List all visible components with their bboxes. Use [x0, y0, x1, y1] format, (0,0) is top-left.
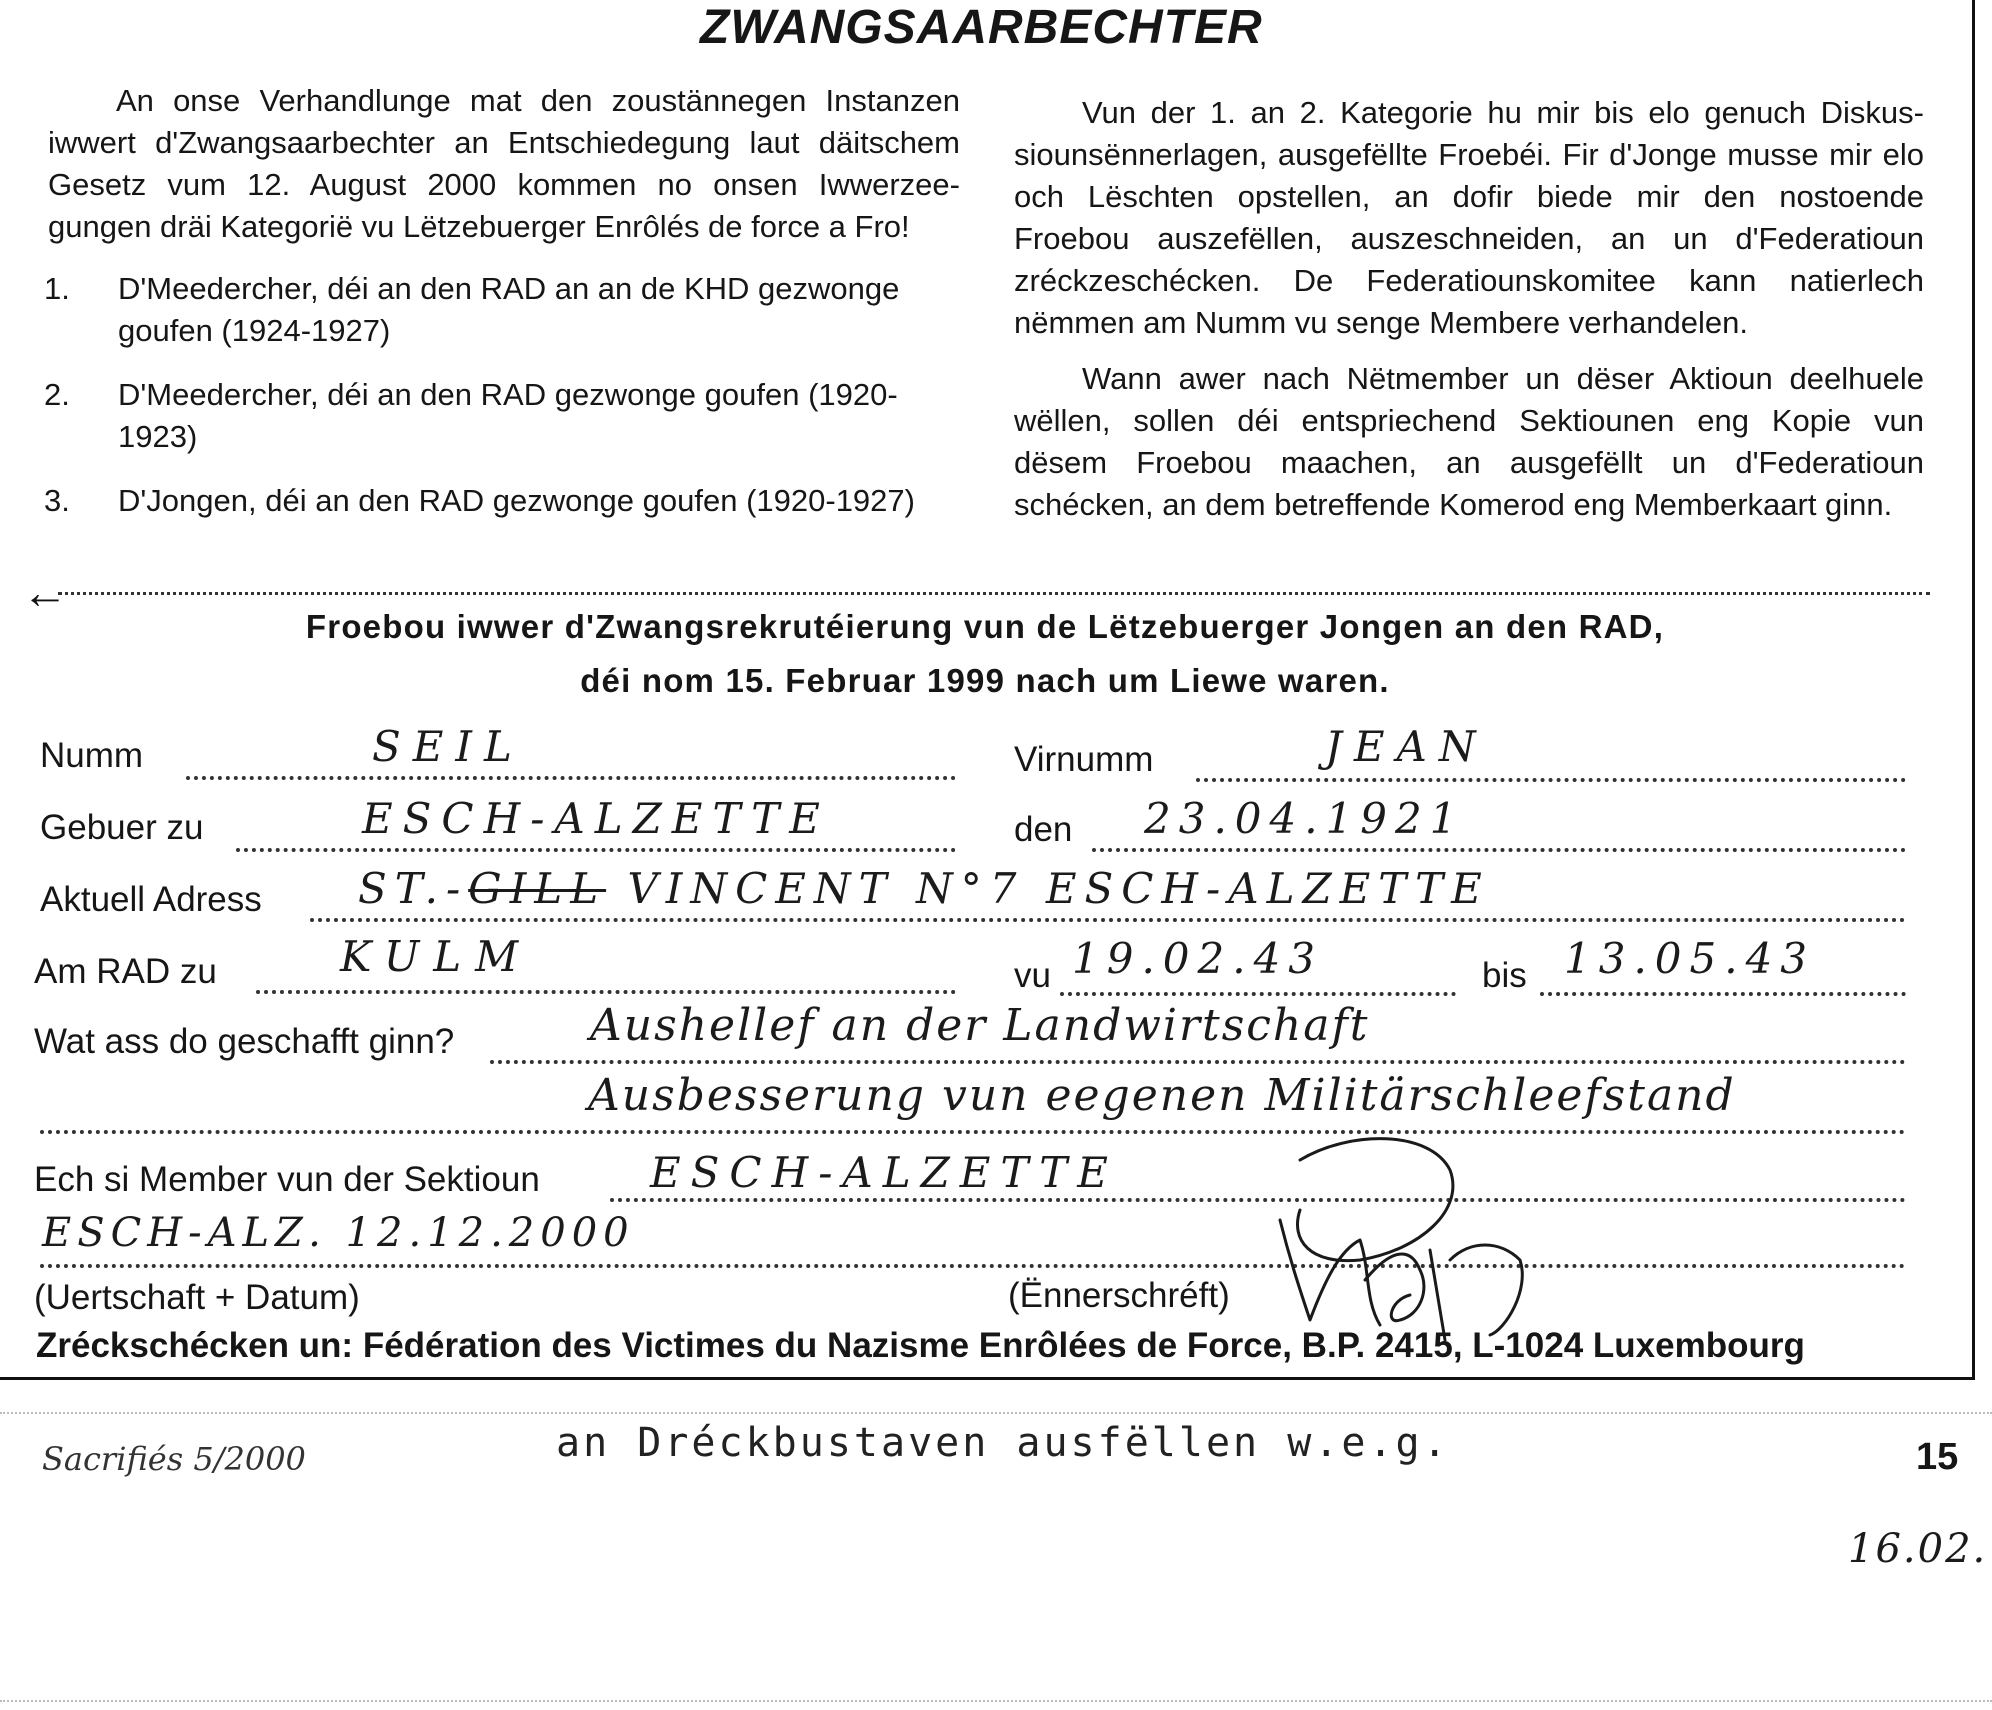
field-virnumm[interactable]: JEAN: [1325, 722, 1488, 771]
return-address-line: [36, 1326, 1805, 1366]
left-column: [48, 80, 960, 248]
dotted-line: [1060, 992, 1456, 996]
dotted-line: [40, 1264, 1906, 1268]
right-paragraph-1: Vun der 1. an 2. Kategorie hu mir bis elo genuch Diskus-siounsënnerlagen, ausgefëllte Froebéi. Fir d'Jonge musse mir elo och Lëschten opstellen, an dofir biede mir den nostoende Froebou auszefëllen, auszeschneiden, an un d'Federatioun zréckzeschécken. De Federatiounskomitee kann natierlech nëmmen am Numm vu senge Membere verhandelen.: [1014, 95, 1924, 340]
dotted-line: [40, 1130, 1906, 1134]
dotted-line: [1196, 778, 1906, 782]
publication-label: Sacrifiés 5/2000: [42, 1440, 306, 1478]
field-wat-line1[interactable]: Aushellef an der Landwirtschaft: [590, 1000, 1370, 1051]
right-paragraph-2: Wann awer nach Nëtmember un dëser Aktioun deelhuele wëllen, sollen déi entspriechend Sektiounen eng Kopie vun dësem Froebou maachen, an ausgefëllt un d'Federatioun schécken, an dem betreffende Komerod eng Memberkaart ginn.: [1014, 361, 1924, 522]
adress-rest: VINCENT N°7 ESCH-ALZETTE: [627, 864, 1490, 913]
adress-prefix: ST.-: [358, 864, 469, 913]
handwritten-note: 16.02.: [1848, 1526, 1988, 1572]
dotted-line: [1540, 992, 1906, 996]
cut-line: [58, 592, 1930, 595]
label-vu: vu: [1014, 956, 1051, 995]
field-gebuer-zu[interactable]: ESCH-ALZETTE: [362, 794, 830, 843]
typed-note: an Dréckbustaven ausfëllen w.e.g.: [556, 1420, 1450, 1466]
field-vu[interactable]: 19.02.43: [1072, 934, 1324, 983]
page-title: ZWANGSAARBECHTER: [700, 1, 1263, 54]
cut-arrow-icon: ←: [22, 566, 68, 618]
field-adress[interactable]: [358, 864, 1490, 913]
divider: [0, 1412, 1992, 1414]
return-label: Zréckschécken un:: [36, 1326, 354, 1365]
return-address: Fédération des Victimes du Nazisme Enrôlées de Force, B.P. 2415, L-1024 Luxembourg: [362, 1326, 1805, 1365]
field-bis[interactable]: 13.05.43: [1564, 934, 1816, 983]
right-column: [1014, 92, 1924, 526]
form-heading-line2: déi nom 15. Februar 1999 nach um Liewe waren.: [580, 662, 1390, 699]
adress-struck-text: GILL: [468, 864, 607, 913]
dotted-line: [1092, 848, 1906, 852]
dotted-line: [256, 990, 956, 994]
label-gebuer-zu: Gebuer zu: [40, 808, 204, 847]
list-number: 3.: [44, 483, 70, 518]
field-numm[interactable]: SEIL: [372, 722, 524, 771]
list-text: D'Meedercher, déi an den RAD gezwonge goufen (1920-1923): [118, 377, 898, 454]
field-uertschaft[interactable]: ESCH-ALZ. 12.12.2000: [42, 1210, 635, 1256]
field-am-rad-zu[interactable]: KULM: [340, 932, 533, 981]
dotted-line: [236, 848, 956, 852]
field-den[interactable]: 23.04.1921: [1144, 794, 1465, 843]
list-text: D'Meedercher, déi an den RAD an an de KHD gezwonge goufen (1924-1927): [118, 271, 900, 348]
dotted-line: [310, 918, 1906, 922]
label-am-rad-zu: Am RAD zu: [34, 952, 217, 991]
page-number: 15: [1916, 1436, 1959, 1478]
dotted-line: [490, 1060, 1906, 1064]
label-ennerschreft: (Ënnerschréft): [1008, 1276, 1230, 1315]
label-wat: Wat ass do geschafft ginn?: [34, 1022, 455, 1061]
divider: [0, 1700, 1992, 1702]
label-virnumm: Virnumm: [1014, 740, 1154, 779]
label-numm: Numm: [40, 736, 144, 775]
signature-stroke: [1298, 1139, 1453, 1261]
field-member[interactable]: ESCH-ALZETTE: [650, 1148, 1118, 1197]
label-adress: Aktuell Adress: [40, 880, 262, 919]
field-wat-line2[interactable]: Ausbesserung vun eegenen Militärschleefstand: [588, 1070, 1736, 1121]
label-uertschaft: (Uertschaft + Datum): [34, 1278, 360, 1317]
label-bis: bis: [1482, 956, 1527, 995]
form-bottom-border: [0, 1377, 1975, 1380]
signature-stroke: [1280, 1220, 1380, 1325]
dotted-line: [610, 1198, 1906, 1202]
form-heading-line1: Froebou iwwer d'Zwangsrekrutéierung vun de Lëtzebuerger Jongen an den RAD,: [305, 608, 1665, 645]
form-right-border: [1972, 0, 1975, 1378]
intro-paragraph: An onse Verhandlunge mat den zoustännegen Instanzen iwwert d'Zwangsaarbechter an Entschiedegung laut däitschem Gesetz vum 12. August 2000 kommen no onsen Iwwerzee-gungen dräi Kategorië vu Lëtzebuerger Enrôlés de force a Fro!: [48, 83, 960, 244]
list-number: 1.: [44, 271, 70, 306]
label-member: Ech si Member vun der Sektioun: [34, 1160, 540, 1199]
label-den: den: [1014, 810, 1073, 849]
list-text: D'Jongen, déi an den RAD gezwonge goufen (1920-1927): [118, 483, 915, 518]
dotted-line: [186, 776, 956, 780]
list-number: 2.: [44, 377, 70, 412]
